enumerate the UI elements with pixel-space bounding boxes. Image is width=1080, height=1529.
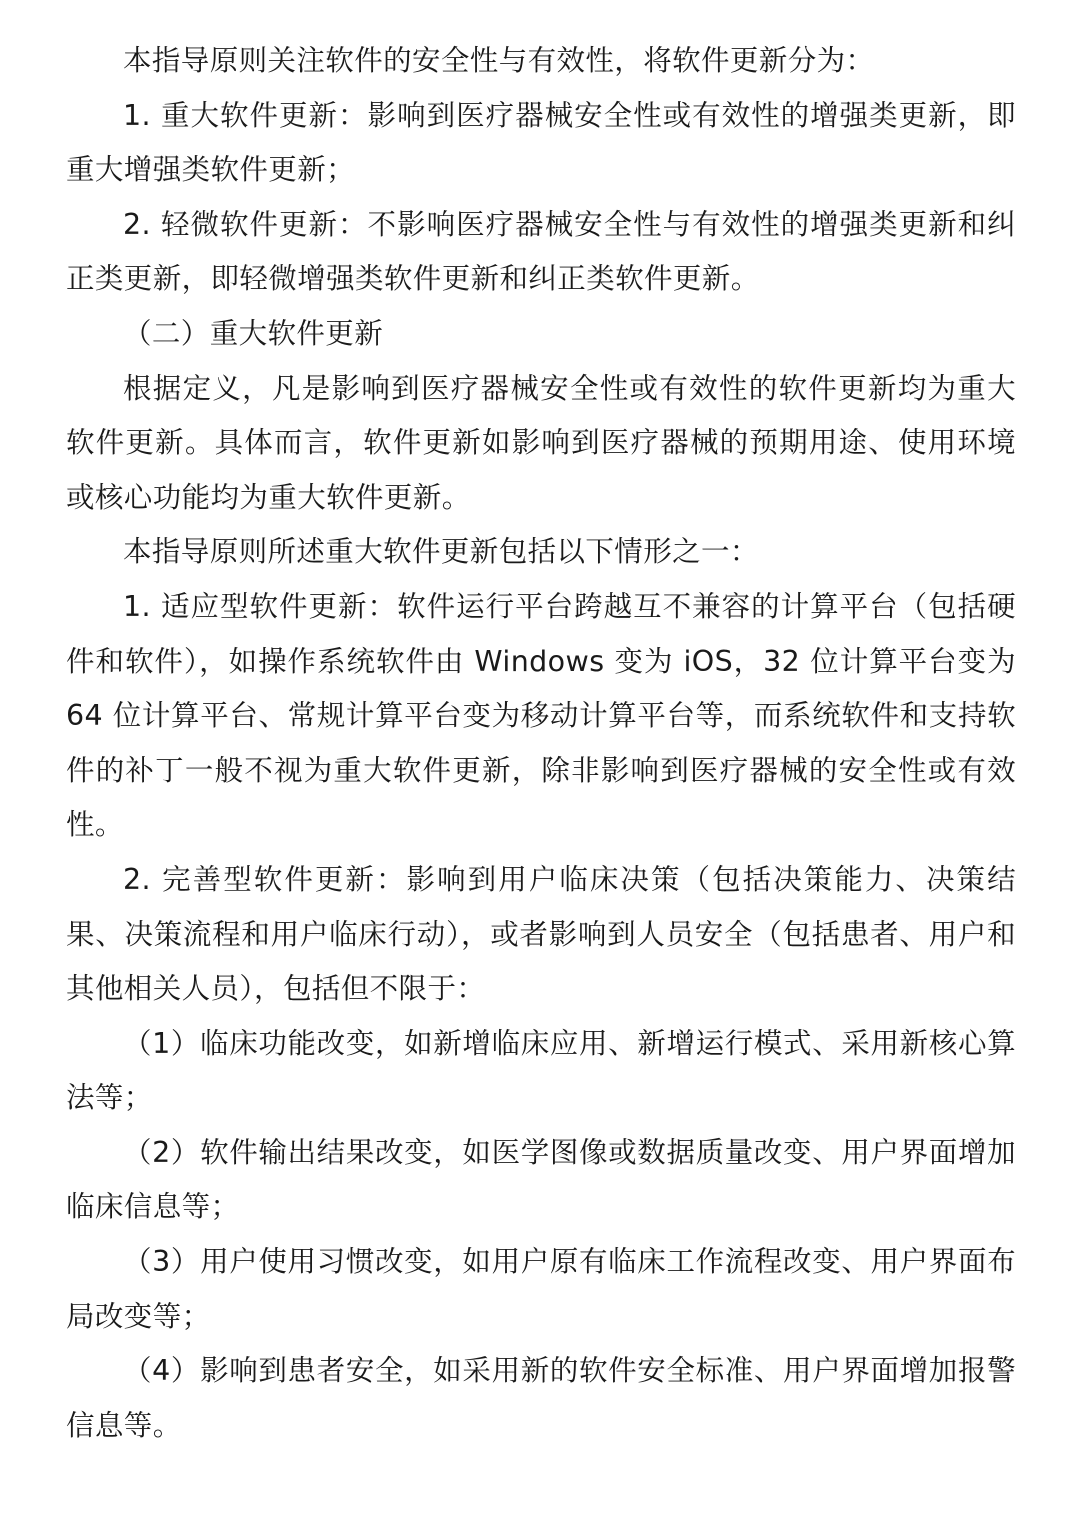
- paragraph-minor-update-definition: 2. 轻微软件更新：不影响医疗器械安全性与有效性的增强类更新和纠正类更新，即轻微增强类软件更新和纠正类软件更新。: [66, 207, 1016, 296]
- list-item-patient-safety: （4）影响到患者安全，如采用新的软件安全标准、用户界面增加报警信息等。: [66, 1354, 1016, 1442]
- paragraph-adaptive-update: 1. 适应型软件更新：软件运行平台跨越互不兼容的计算平台（包括硬件和软件），如操作系统软件由 Windows 变为 iOS，32 位计算平台变为 64 位计算平台、常规计算平台变为移动计算平台等，而系统软件和支持软件的补丁一般不视为重大软件更新，除非影响到医疗器械的安全性或有效性。: [66, 589, 1016, 842]
- list-item-clinical-function-change: （1）临床功能改变，如新增临床应用、新增运行模式、采用新核心算法等；: [66, 1026, 1016, 1115]
- paragraph-intro: 本指导原则关注软件的安全性与有效性，将软件更新分为：: [123, 44, 875, 77]
- document-page: [66, 34, 1016, 1453]
- list-item-output-result-change: （2）软件输出结果改变，如医学图像或数据质量改变、用户界面增加临床信息等；: [66, 1135, 1016, 1224]
- section-heading-major-update: （二）重大软件更新: [123, 316, 384, 350]
- paragraph-major-update-explanation: 根据定义，凡是影响到医疗器械安全性或有效性的软件更新均为重大软件更新。具体而言，软件更新如影响到医疗器械的预期用途、使用环境或核心功能均为重大软件更新。: [66, 371, 1016, 514]
- paragraph-perfective-update: 2. 完善型软件更新：影响到用户临床决策（包括决策能力、决策结果、决策流程和用户临床行动），或者影响到人员安全（包括患者、用户和其他相关人员），包括但不限于：: [66, 862, 1016, 1006]
- paragraph-major-update-cases-intro: 本指导原则所述重大软件更新包括以下情形之一：: [123, 535, 759, 569]
- list-item-user-habit-change: （3）用户使用习惯改变，如用户原有临床工作流程改变、用户界面布局改变等；: [66, 1245, 1016, 1333]
- paragraph-major-update-definition: 1. 重大软件更新：影响到医疗器械安全性或有效性的增强类更新，即重大增强类软件更新；: [66, 98, 1016, 187]
